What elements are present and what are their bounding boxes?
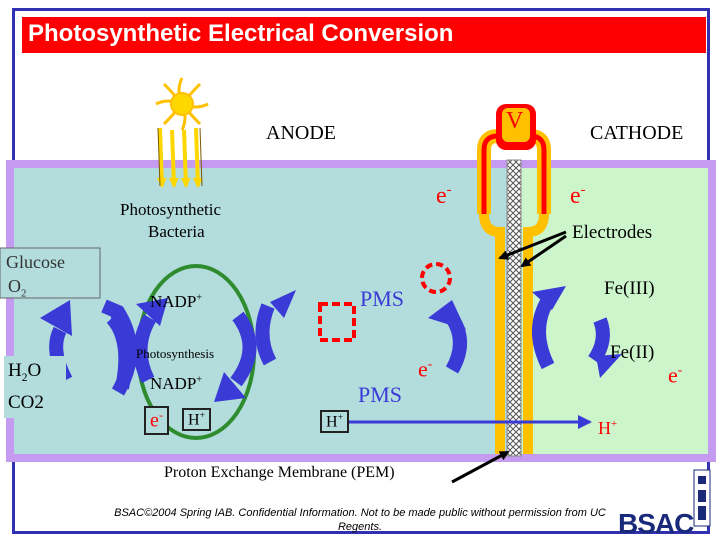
- mediator-electron: [418, 356, 432, 382]
- fe2-label: Fe(II): [610, 342, 655, 363]
- bsac-logo: BSAC: [618, 508, 694, 539]
- h2o-h: H: [8, 360, 22, 381]
- co2-label: CO2: [8, 392, 44, 413]
- cathode-electron-minus: -: [580, 182, 586, 198]
- membrane-pem: [507, 160, 521, 456]
- cell-proton-plus: +: [199, 410, 205, 421]
- voltmeter-label: V: [506, 108, 524, 134]
- bacteria-label-line2: Bacteria: [148, 222, 205, 241]
- pem-label: Proton Exchange Membrane (PEM): [164, 464, 395, 481]
- cathode-outer-electron: [668, 362, 682, 388]
- cell-proton-box: [182, 408, 211, 431]
- cathode-proton-plus: +: [611, 418, 618, 430]
- o2-sub: 2: [21, 287, 27, 300]
- mediator-electron-minus: -: [427, 356, 433, 371]
- cell-electron-minus: -: [158, 408, 163, 422]
- nadp-plus-top: [150, 292, 202, 312]
- anode-electron-e: e: [436, 183, 447, 209]
- cell-electron-box: [144, 406, 169, 435]
- cell-electron-e: e: [150, 409, 159, 432]
- cathode-electron: [570, 182, 585, 210]
- nadp-plus-bottom: [150, 374, 202, 394]
- cell-proton-h: H: [188, 411, 200, 429]
- pms-top-label: PMS: [360, 286, 405, 311]
- nadp-bottom-plus: +: [196, 374, 203, 386]
- h2o-o: O: [27, 360, 42, 381]
- pms-bottom-label: PMS: [358, 382, 403, 407]
- cathode-outer-electron-e: e: [668, 362, 678, 388]
- glucose-label: Glucose: [6, 252, 65, 272]
- o2-o: O: [8, 276, 21, 296]
- o2-label: [8, 276, 26, 300]
- footer-confidential: BSAC©2004 Spring IAB. Confidential Information. Not to be made public without permission from UC Regents.: [114, 507, 606, 533]
- nadp-top-plus: +: [196, 292, 203, 304]
- campanile-logo-icon: [694, 470, 710, 526]
- photosynthesis-label: Photosynthesis: [136, 346, 215, 361]
- bacteria-label-line1: Photosynthetic: [120, 200, 222, 219]
- nadp-top-text: NADP: [150, 292, 197, 311]
- cathode-outer-electron-minus: -: [677, 362, 683, 377]
- anode-electron: [436, 182, 451, 210]
- nadp-bottom-text: NADP: [150, 374, 197, 393]
- fe3-label: Fe(III): [604, 278, 655, 299]
- cathode-proton-h: H: [598, 418, 611, 438]
- h2o-label: [8, 360, 41, 384]
- anode-label: ANODE: [266, 122, 336, 144]
- cathode-electron-e: e: [570, 183, 581, 209]
- mediator-electron-e: e: [418, 356, 428, 382]
- slide-title: Photosynthetic Electrical Conversion: [28, 20, 454, 47]
- cathode-label: CATHODE: [590, 122, 684, 144]
- sun-icon: [156, 78, 208, 130]
- anode-proton-plus: +: [337, 412, 343, 423]
- anode-electron-minus: -: [446, 182, 452, 198]
- cathode-proton: [598, 418, 617, 439]
- electrodes-label: Electrodes: [572, 222, 653, 243]
- anode-proton-box: [320, 410, 349, 433]
- anode-proton-h: H: [326, 413, 338, 431]
- h2o-sub: 2: [21, 371, 28, 384]
